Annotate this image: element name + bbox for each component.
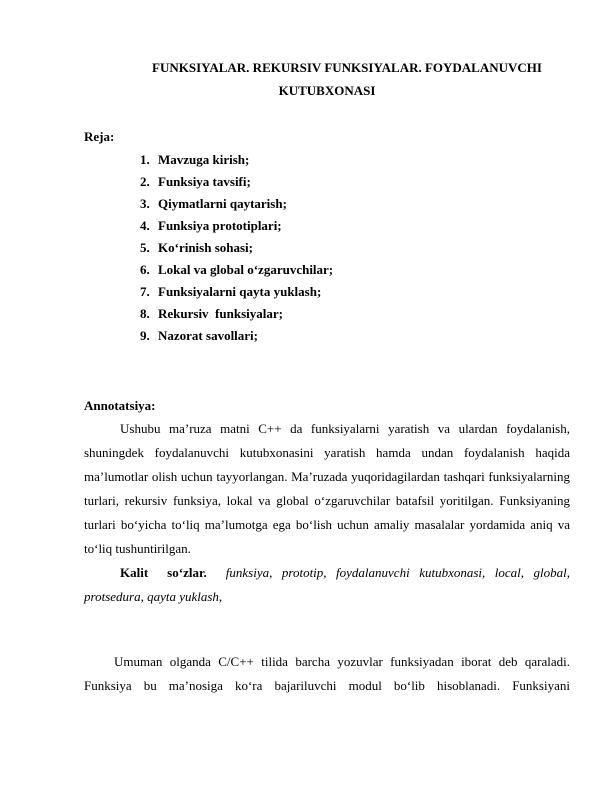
plan-item-text: Nazorat savollari;	[158, 328, 259, 343]
annotation-heading: Annotatsiya:	[84, 398, 156, 413]
plan-item	[140, 152, 333, 174]
keywords-list: funksiya, prototip, foydalanuvchi kutubxonasi, local, global, protsedura, qayta yuklash,	[84, 565, 571, 604]
plan-item-text: Funksiyalarni qayta yuklash;	[158, 284, 322, 299]
keywords-paragraph	[84, 561, 570, 609]
plan-item	[140, 218, 333, 240]
plan-item-number: 9.	[140, 328, 150, 343]
plan-list	[140, 152, 333, 350]
plan-item	[140, 262, 333, 284]
plan-item-text: Mavzuga kirish;	[158, 152, 250, 167]
plan-item-number: 3.	[140, 196, 150, 211]
plan-item	[140, 174, 333, 196]
plan-item-number: 6.	[140, 262, 150, 277]
document-title-line-2: KUTUBXONASI	[278, 83, 376, 98]
plan-item	[140, 240, 333, 262]
plan-item-number: 8.	[140, 306, 150, 321]
plan-item-text: Funksiya tavsifi;	[158, 174, 251, 189]
keywords-label: Kalit so‘zlar.	[120, 565, 207, 580]
plan-item-text: Qiymatlarni qaytarish;	[158, 196, 287, 211]
annotation-paragraph: Ushubu ma’ruza matni C++ da funksiyalarni yaratish va ulardan foydalanish, shuningdek foydalanuvchi kutubxonasini yaratish hamda undan foydalanish haqida ma’lumotlar olish uchun tayyorlangan. Ma’ruzada yuqoridagilardan tashqari funksiyalarning turlari, rekursiv funksiya, lokal va global o‘zgaruvchilar batafsil yoritilgan. Funksiyaning turlari bo‘yicha to‘liq ma’lumotga ega bo‘lish uchun amaliy masalalar yordamida aniq va to‘liq tushuntirilgan.	[84, 421, 570, 556]
plan-item	[140, 306, 333, 328]
plan-item-number: 4.	[140, 218, 150, 233]
plan-item-number: 5.	[140, 240, 150, 255]
plan-heading: Reja:	[84, 129, 115, 144]
body-paragraph: Umuman olganda C/C++ tilida barcha yozuvlar funksiyadan iborat deb qaraladi. Funksiya bu ma’nosiga ko‘ra bajariluvchi modul bo‘lib hisoblanadi. Funksiyani	[84, 654, 570, 693]
plan-item-text: Lokal va global o‘zgaruvchilar;	[158, 262, 334, 277]
plan-item-text: Funksiya prototiplari;	[158, 218, 282, 233]
plan-item-number: 2.	[140, 174, 150, 189]
plan-item	[140, 328, 333, 350]
plan-item	[140, 284, 333, 306]
plan-item-number: 7.	[140, 284, 150, 299]
document-title-line-1: FUNKSIYALAR. REKURSIV FUNKSIYALAR. FOYDALANUVCHI	[152, 60, 542, 75]
plan-item	[140, 196, 333, 218]
plan-item-text: Rekursiv funksiyalar;	[158, 306, 283, 321]
plan-item-number: 1.	[140, 152, 150, 167]
plan-item-text: Ko‘rinish sohasi;	[158, 240, 253, 255]
